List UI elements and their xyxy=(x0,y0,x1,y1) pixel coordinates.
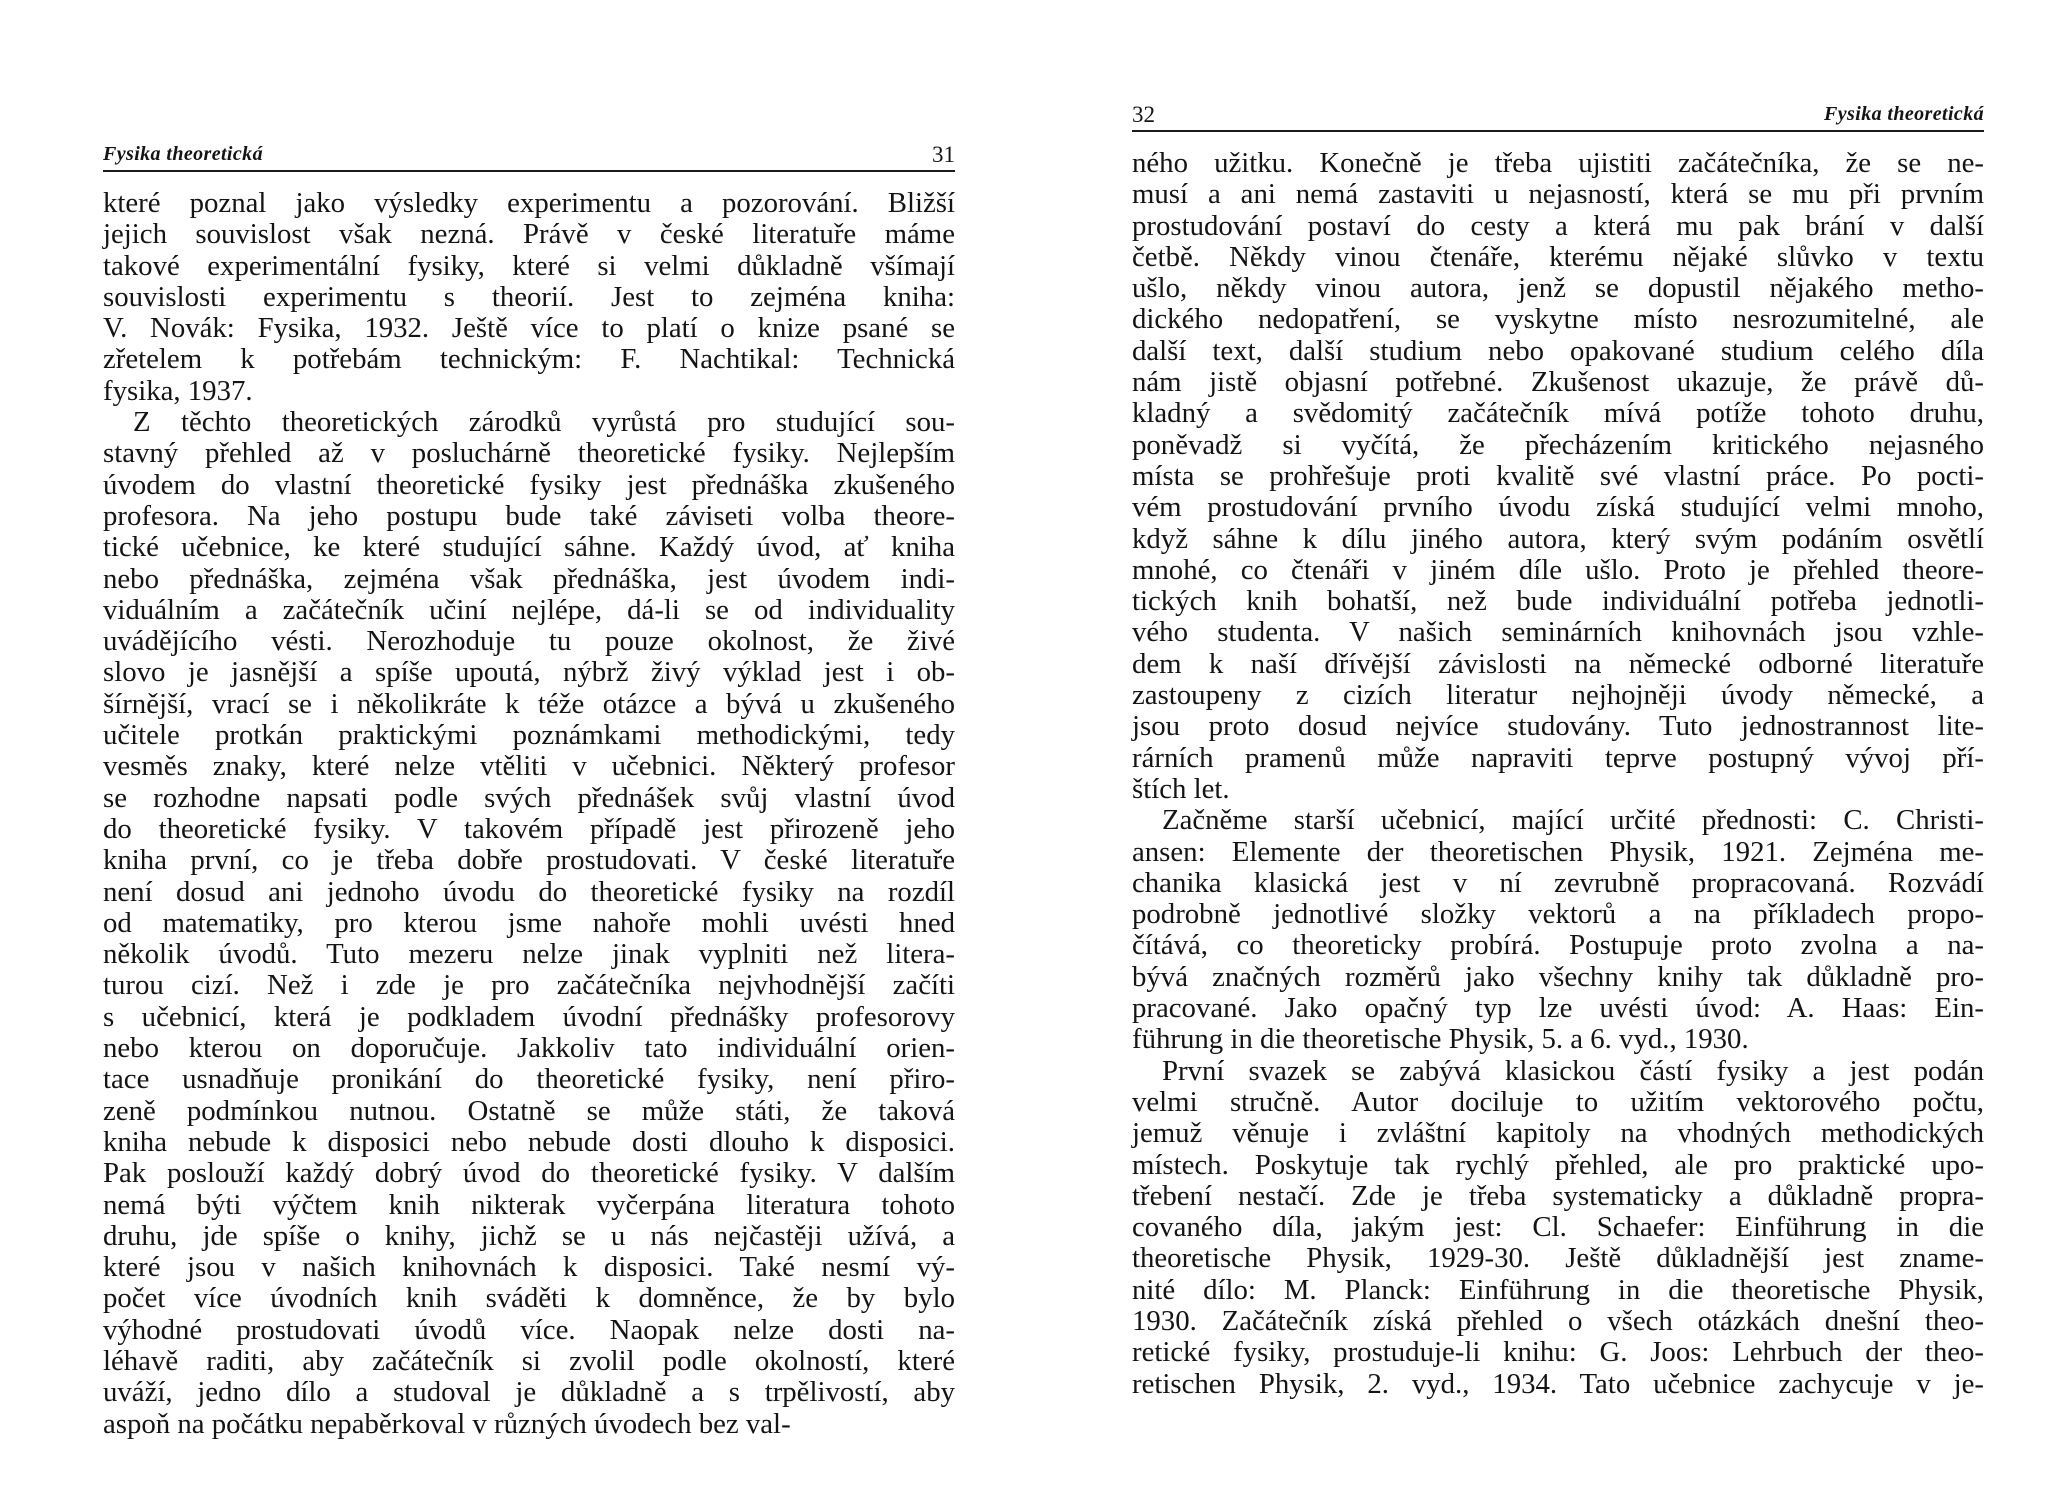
left-page-text xyxy=(103,188,955,1440)
text-line: Pak poslouží každý dobrý úvod do theoretické fysiky. V dalším xyxy=(103,1157,955,1190)
text-line: místa se prohřešuje proti kvalitě své vlastní práce. Po pocti- xyxy=(1132,459,1984,492)
text-line: musí a ani nemá zastaviti u nejasností, která se mu při prvním xyxy=(1132,178,1984,211)
left-page xyxy=(103,140,955,1440)
text-line: když sáhne k dílu jiného autora, který svým podáním osvětlí xyxy=(1132,522,1984,555)
text-line: turou cizí. Než i zde je pro začátečníka nejvhodnější začíti xyxy=(103,969,955,1002)
text-line: prostudování postaví do cesty a která mu pak brání v další xyxy=(1132,209,1984,242)
text-line: poněvadž si vyčítá, že přecházením kritického nejasného xyxy=(1132,428,1984,461)
text-line: zřetelem k potřebám technickým: F. Nachtikal: Technická xyxy=(103,343,955,376)
text-line: jsou proto dosud nejvíce studovány. Tuto jednostrannost lite- xyxy=(1132,710,1984,743)
text-line: retické fysiky, prostuduje-li knihu: G. Joos: Lehrbuch der theo- xyxy=(1132,1336,1984,1369)
right-page-text xyxy=(1132,148,1984,1400)
text-line: štích let. xyxy=(1132,772,1230,805)
text-line: tace usnadňuje pronikání do theoretické fysiky, není přiro- xyxy=(103,1063,955,1096)
text-line: führung in die theoretische Physik, 5. a 6. vyd., 1930. xyxy=(1132,1023,1749,1056)
text-line: Z těchto theoretických zárodků vyrůstá pro studující sou- xyxy=(133,406,955,439)
text-line: léhavě raditi, aby začátečník si zvolil podle okolností, které xyxy=(103,1344,955,1377)
text-line: uváží, jedno dílo a studoval je důkladně a s trpělivostí, aby xyxy=(103,1376,955,1409)
left-page-header xyxy=(103,140,955,172)
running-title: Fysika theoretická xyxy=(103,143,263,165)
text-line: vesměs znaky, které nelze vtěliti v učebnici. Některý profesor xyxy=(103,750,955,783)
text-line: do theoretické fysiky. V takovém případě jest přirozeně jeho xyxy=(103,812,955,845)
text-line: dického nedopatření, se vyskytne místo nesrozumitelné, ale xyxy=(1132,303,1984,336)
text-line: kladný a svědomitý začátečník mívá potíže tohoto druhu, xyxy=(1132,397,1984,430)
text-line: ansen: Elemente der theoretischen Physik, 1921. Zejména me- xyxy=(1132,835,1984,868)
text-line: Začněme starší učebnicí, mající určité přednosti: C. Christi- xyxy=(1162,804,1984,837)
text-line: úvodem do vlastní theoretické fysiky jest přednáška zkušeného xyxy=(103,468,955,501)
text-line: ušlo, někdy vinou autora, jenž se dopustil nějakého metho- xyxy=(1132,272,1984,305)
text-line: tické učebnice, ke které studující sáhne. Každý úvod, ať kniha xyxy=(103,531,955,564)
text-line: šírnější, vrací se i několikráte k téže otázce a bývá u zkušeného xyxy=(103,687,955,720)
page-number: 32 xyxy=(1132,102,1155,127)
text-line: souvislosti experimentu s theorií. Jest to zejména kniha: xyxy=(103,280,955,313)
running-title: Fysika theoretická xyxy=(1824,103,1984,125)
text-line: velmi stručně. Autor dociluje to užitím vektorového počtu, xyxy=(1132,1085,1984,1118)
text-line: chanika klasická jest v ní zevrubně propracovaná. Rozvádí xyxy=(1132,866,1984,899)
text-line: viduálním a začátečník učiní nejlépe, dá-li se od individuality xyxy=(103,593,955,626)
text-line: kniha první, co je třeba dobře prostudovati. V české literatuře xyxy=(103,844,955,877)
text-line: s učebnicí, která je podkladem úvodní přednášky profesorovy xyxy=(103,1000,955,1033)
text-line: nemá býti výčtem knih nikterak vyčerpána literatura tohoto xyxy=(103,1188,955,1221)
text-line: vém prostudování prvního úvodu získá studující velmi mnoho, xyxy=(1132,491,1984,524)
text-line: takové experimentální fysiky, které si velmi důkladně všímají xyxy=(103,249,955,282)
text-line: profesora. Na jeho postupu bude také záviseti volba theore- xyxy=(103,499,955,532)
text-line: několik úvodů. Tuto mezeru nelze jinak vyplniti než litera- xyxy=(103,938,955,971)
text-line: se rozhodne napsati podle svých přednášek svůj vlastní úvod xyxy=(103,781,955,814)
text-line: bývá značných rozměrů jako všechny knihy tak důkladně pro- xyxy=(1132,960,1984,993)
text-line: aspoň na počátku nepaběrkoval v různých úvodech bez val- xyxy=(103,1407,791,1440)
text-line: vého studenta. V našich seminárních knihovnách jsou vzhle- xyxy=(1132,616,1984,649)
text-line: fysika, 1937. xyxy=(103,374,253,407)
text-line: slovo je jasnější a spíše upoutá, nýbrž živý výklad jest i ob- xyxy=(103,656,955,689)
text-line: covaného díla, jakým jest: Cl. Schaefer: Einführung in die xyxy=(1132,1211,1984,1244)
text-line: rárních pramenů může napraviti teprve postupný vývoj pří- xyxy=(1132,741,1984,774)
right-page xyxy=(1132,100,1984,1400)
text-line: nité dílo: M. Planck: Einführung in die theoretische Physik, xyxy=(1132,1273,1984,1306)
text-line: theoretische Physik, 1929-30. Ještě důkladnější jest zname- xyxy=(1132,1242,1984,1275)
text-line: tických knih bohatší, než bude individuální potřeba jednotli- xyxy=(1132,585,1984,618)
text-line: druhu, jde spíše o knihy, jichž se u nás nejčastěji užívá, a xyxy=(103,1219,955,1252)
text-line: zastoupeny z cizích literatur nejhojněji úvody německé, a xyxy=(1132,679,1984,712)
text-line: První svazek se zabývá klasickou částí fysiky a jest podán xyxy=(1162,1054,1984,1087)
text-line: jejich souvislost však nezná. Právě v české literatuře máme xyxy=(103,218,955,251)
text-line: není dosud ani jednoho úvodu do theoretické fysiky na rozdíl xyxy=(103,875,955,908)
text-line: čítává, co theoreticky probírá. Postupuje proto zvolna a na- xyxy=(1132,929,1984,962)
text-line: retischen Physik, 2. vyd., 1934. Tato učebnice zachycuje v je- xyxy=(1132,1367,1984,1400)
text-line: zeně podmínkou nutnou. Ostatně se může státi, že taková xyxy=(103,1094,955,1127)
text-line: jemuž věnuje i zvláštní kapitoly na vhodných methodických xyxy=(1132,1117,1984,1150)
right-page-header xyxy=(1132,100,1984,132)
text-line: nám jistě objasní potřebné. Zkušenost ukazuje, že právě dů- xyxy=(1132,366,1984,399)
text-line: četbě. Někdy vinou čtenáře, kterému nějaké slůvko v textu xyxy=(1132,240,1984,273)
text-line: od matematiky, pro kterou jsme nahoře mohli uvésti hned xyxy=(103,906,955,939)
page-number: 31 xyxy=(932,142,955,167)
text-line: pracované. Jako opačný typ lze uvésti úvod: A. Haas: Ein- xyxy=(1132,992,1984,1025)
text-line: učitele protkán praktickými poznámkami methodickými, tedy xyxy=(103,719,955,752)
text-line: nebo přednáška, zejména však přednáška, jest úvodem indi- xyxy=(103,562,955,595)
text-line: ného užitku. Konečně je třeba ujistiti začátečníka, že se ne- xyxy=(1132,147,1984,179)
text-line: počet více úvodních knih sváděti k domněnce, že by bylo xyxy=(103,1282,955,1315)
text-line: které poznal jako výsledky experimentu a pozorování. Bližší xyxy=(103,187,955,219)
text-line: kniha nebude k disposici nebo nebude dosti dlouho k disposici. xyxy=(103,1125,955,1158)
text-line: třebení nestačí. Zde je třeba systematicky a důkladně propra- xyxy=(1132,1179,1984,1212)
text-line: podrobně jednotlivé složky vektorů a na příkladech propo- xyxy=(1132,898,1984,931)
text-line: 1930. Začátečník získá přehled o všech otázkách dnešní theo- xyxy=(1132,1304,1984,1337)
text-line: které jsou v našich knihovnách k disposici. Také nesmí vý- xyxy=(103,1251,955,1284)
text-line: mnohé, co čtenáři v jiném díle ušlo. Proto je přehled theore- xyxy=(1132,553,1984,586)
text-line: stavný přehled až v posluchárně theoretické fysiky. Nejlepším xyxy=(103,437,955,470)
text-line: dem k naší dřívější závislosti na německé odborné literatuře xyxy=(1132,647,1984,680)
text-line: výhodné prostudovati úvodů více. Naopak nelze dosti na- xyxy=(103,1313,955,1346)
text-line: další text, další studium nebo opakované studium celého díla xyxy=(1132,334,1984,367)
text-line: uvádějícího vésti. Nerozhoduje tu pouze okolnost, že živé xyxy=(103,625,955,658)
text-line: nebo kterou on doporučuje. Jakkoliv tato individuální orien- xyxy=(103,1032,955,1065)
text-line: místech. Poskytuje tak rychlý přehled, ale pro praktické upo- xyxy=(1132,1148,1984,1181)
text-line: V. Novák: Fysika, 1932. Ještě více to platí o knize psané se xyxy=(103,312,955,345)
